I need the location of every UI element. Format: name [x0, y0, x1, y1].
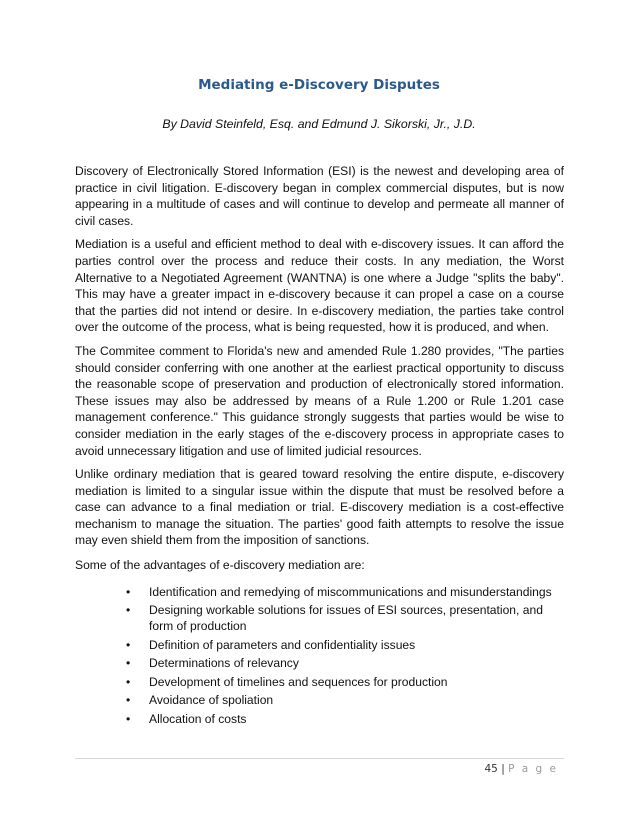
list-item-text: Avoidance of spoliation — [149, 693, 274, 708]
advantages-list — [75, 584, 564, 727]
author-byline: By David Steinfeld, Esq. and Edmund J. Sikorski, Jr., J.D. — [162, 117, 476, 131]
list-item — [126, 692, 564, 708]
page-footer — [484, 763, 558, 775]
bullet-icon: • — [126, 674, 131, 689]
list-item — [126, 655, 564, 671]
bullet-icon: • — [126, 711, 131, 726]
list-item-text: Definition of parameters and confidentiality issues — [149, 637, 416, 652]
bullet-icon: • — [126, 603, 131, 618]
document-body — [75, 163, 564, 729]
paragraph: Discovery of Electronically Stored Information (ESI) is the newest and developing area of practice in civil litigation. E-discovery began in complex commercial disputes, but is now appearing in a multitude of cases and will continue to develop and permeate all manner of civil cases. — [75, 164, 564, 228]
list-item-text: Determinations of relevancy — [149, 656, 299, 671]
list-item — [126, 602, 564, 635]
list-item — [126, 674, 564, 690]
paragraph: Unlike ordinary mediation that is geared toward resolving the entire dispute, e-discovery mediation is limited to a singular issue within the dispute that must be resolved before a case can advance to a final mediation or trial. E-discovery mediation is a cost-effective mechanism to manage the situation. The parties' good faith attempts to resolve the issue may even shield them from the imposition of sanctions. — [75, 467, 564, 548]
list-item-text: Identification and remedying of miscommunications and misunderstandings — [149, 584, 552, 599]
list-item-text: Development of timelines and sequences for production — [149, 674, 448, 689]
page-label: P a g e — [508, 763, 558, 775]
paragraph: The Commitee comment to Florida's new and amended Rule 1.280 provides, "The parties should consider conferring with one another at the earliest practical opportunity to discuss the reasonable scope of preservation and production of electronically stored information. These issues may also be addressed by means of a Rule 1.200 or Rule 1.201 case management conference." This guidance strongly suggests that parties would be wise to consider mediation in the early stages of the e-discovery process in appropriate cases to avoid unnecessary litigation and use of limited judicial resources. — [75, 343, 564, 458]
bullet-icon: • — [126, 656, 131, 671]
list-item — [126, 637, 564, 653]
list-item — [126, 584, 564, 600]
paragraph: Mediation is a useful and efficient method to deal with e-discovery issues. It can afford the parties control over the process and reduce their costs. In any mediation, the Worst Alternative to a Negotiated Agreement (WANTNA) is one where a Judge "splits the baby". This may have a greater impact in e-discovery because it can propel a case on a course that the parties did not intend or desire. In e-discovery mediation, the parties take control over the outcome of the process, what is being requested, how it is produced, and when. — [75, 237, 564, 335]
list-item-text: Allocation of costs — [149, 711, 247, 726]
bullet-icon: • — [126, 584, 131, 599]
bullet-icon: • — [126, 637, 131, 652]
document-title: Mediating e-Discovery Disputes — [198, 77, 440, 93]
list-item-text: Designing workable solutions for issues of ESI sources, presentation, and form of production — [149, 603, 543, 634]
advantages-intro: Some of the advantages of e-discovery mediation are: — [75, 558, 365, 573]
bullet-icon: • — [126, 693, 131, 708]
list-item — [126, 711, 564, 727]
footer-divider — [75, 758, 564, 759]
page-number: 45 — [484, 763, 498, 775]
footer-separator: | — [501, 763, 505, 775]
